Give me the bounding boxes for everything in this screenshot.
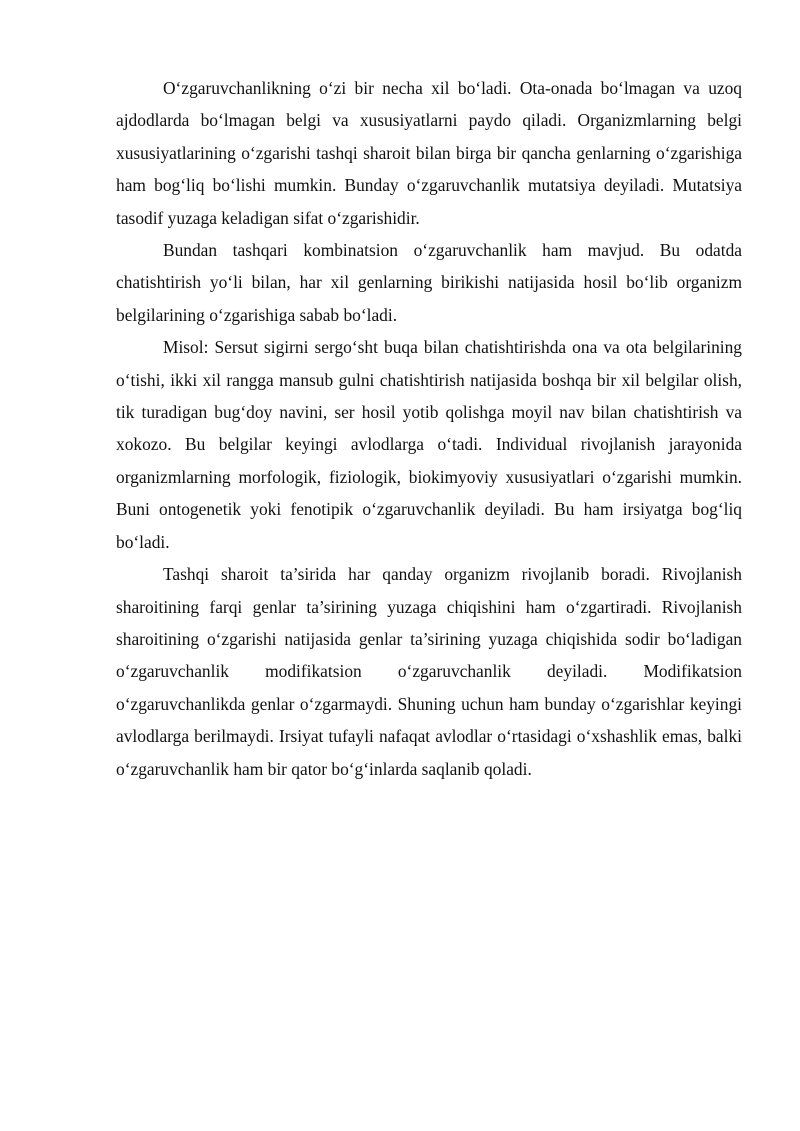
paragraph-mutation: O‘zgaruvchanlikning o‘zi bir necha xil bo‘ladi. Ota-onada bo‘lmagan va uzoq ajdodlarda bo‘lmagan belgi va xususiyatlarni paydo qiladi. Organizmlarning belgi xususiyatlarining o‘zgarishi tashqi sharoit bilan birga bir qancha genlarning o‘zgarishiga ham bog‘liq bo‘lishi mumkin. Bunday o‘zgaruvchanlik mutatsiya deyiladi. Mutatsiya tasodif yuzaga keladigan sifat o‘zgarishidir. xyxy=(116,78,742,228)
paragraph-modification-variation: Tashqi sharoit ta’sirida har qanday organizm rivojlanib boradi. Rivojlanish sharoitining farqi genlar ta’sirining yuzaga chiqishini ham o‘zgartiradi. Rivojlanish sharoitining o‘zgarishi natijasida genlar ta’sirining yuzaga chiqishida sodir bo‘ladigan o‘zgaruvchanlik modifikatsion o‘zgaruvchanlik deyiladi. Modifikatsion o‘zgaruvchanlikda genlar o‘zgarmaydi. Shuning uchun ham bunday o‘zgarishlar keyingi avlodlarga berilmaydi. Irsiyat tufayli nafaqat avlodlar o‘rtasidagi o‘xshashlik emas, balki o‘zgaruvchanlik ham bir qator bo‘g‘inlarda saqlanib qoladi. xyxy=(116,564,742,779)
paragraph-combinative-variation: Bundan tashqari kombinatsion o‘zgaruvchanlik ham mavjud. Bu odatda chatishtirish yo‘li bilan, har xil genlarning birikishi natijasida hosil bo‘lib organizm belgilarining o‘zgarishiga sabab bo‘ladi. xyxy=(116,240,742,325)
document-body xyxy=(116,72,742,785)
paragraph-example: Misol: Sersut sigirni sergo‘sht buqa bilan chatishtirishda ona va ota belgilarining o‘tishi, ikki xil rangga mansub gulni chatishtirish natijasida boshqa bir xil belgilar olish, tik turadigan bug‘doy navini, ser hosil yotib qolishga moyil nav bilan chatishtirish va xokozo. Bu belgilar keyingi avlodlarga o‘tadi. Individual rivojlanish jarayonida organizmlarning morfologik, fiziologik, biokimyoviy xususiyatlari o‘zgarishi mumkin. Buni ontogenetik yoki fenotipik o‘zgaruvchanlik deyiladi. Bu ham irsiyatga bog‘liq bo‘ladi. xyxy=(116,337,742,552)
